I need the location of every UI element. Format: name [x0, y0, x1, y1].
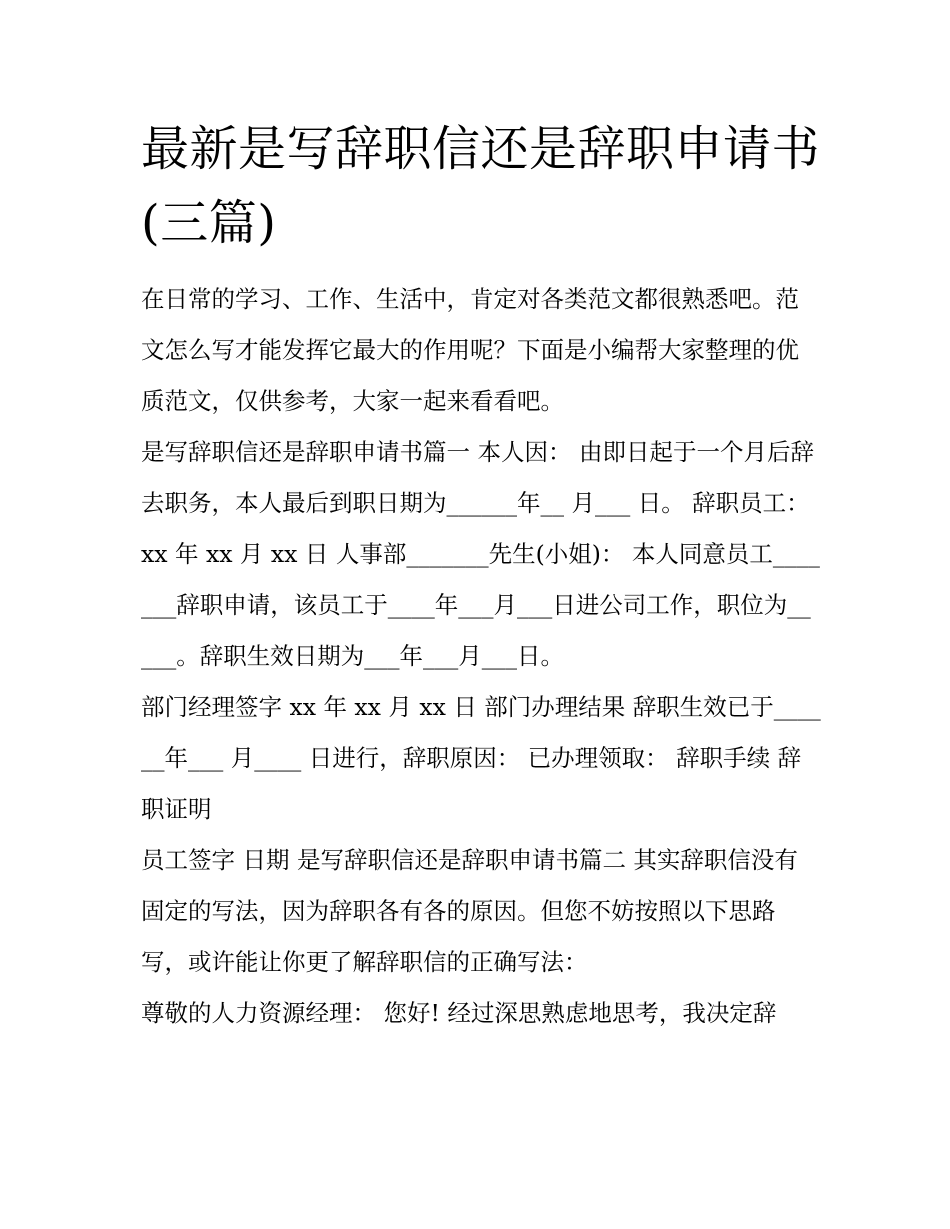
paragraph-letter-start: 尊敬的人力资源经理： 您好! 经过深思熟虑地思考，我决定辞: [141, 999, 777, 1027]
document-title: 最新是写辞职信还是辞职申请书(三篇): [141, 121, 821, 251]
paragraph-part-one: 是写辞职信还是辞职申请书篇一 本人因： 由即日起于一个月后辞去职务，本人最后到职日期为______年__ 月___ 日。 辞职员工：: [141, 438, 814, 517]
paragraph-department-result: 部门经理签字 xx 年 xx 月 xx 日 部门办理结果 辞职生效已于______年___ 月____ 日进行，辞职原因： 已办理领取： 辞职手续 辞职证明: [141, 693, 821, 823]
paragraph-hr-approval: xx 年 xx 月 xx 日 人事部_______先生(小姐)： 本人同意员工_______辞职申请，该员工于____年___月___日进公司工作，职位为_____。辞职生效日期为___年___月___日。: [141, 540, 820, 670]
document-body: [141, 274, 821, 1039]
paragraph-intro: 在日常的学习、工作、生活中，肯定对各类范文都很熟悉吧。范文怎么写才能发挥它最大的作用呢？下面是小编帮大家整理的优质范文，仅供参考，大家一起来看看吧。: [141, 285, 799, 415]
paragraph-part-two: 员工签字 日期 是写辞职信还是辞职申请书篇二 其实辞职信没有固定的写法，因为辞职各有各的原因。但您不妨按照以下思路写，或许能让你更了解辞职信的正确写法：: [141, 846, 798, 976]
